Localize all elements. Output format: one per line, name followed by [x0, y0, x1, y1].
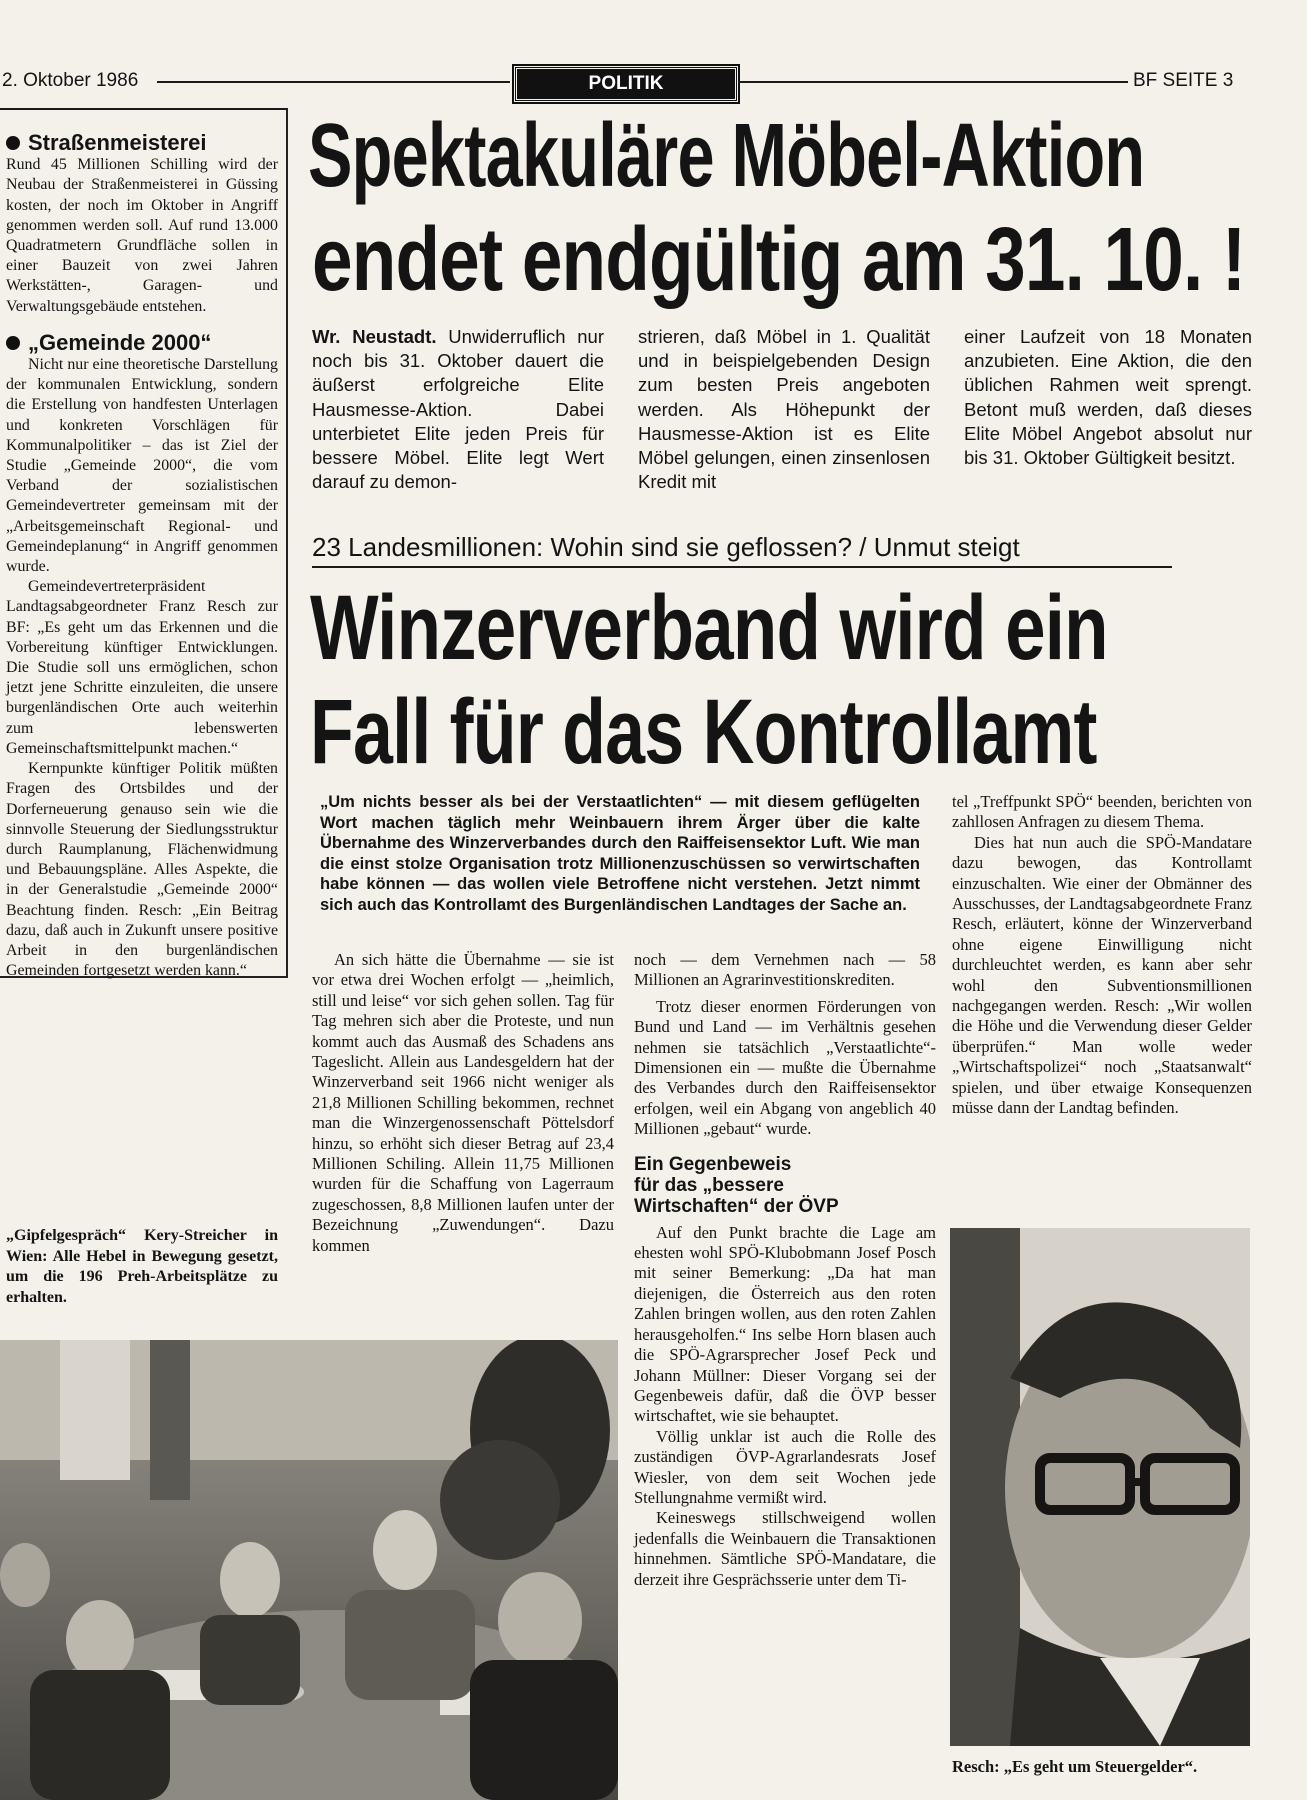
article-headline-line1: Winzerverband wird ein [310, 577, 1108, 679]
ad-text: einer Laufzeit von 18 Monaten anzubieten. Eine Aktion, die den üblichen Rahmen weit sprengt. Betont muß werden, daß dieses Elite Möbel Angebot absolut nur bis 31. Oktober Gültigkeit besitzt. [964, 326, 1252, 469]
meeting-photo [0, 1340, 618, 1800]
ad-column-3 [964, 325, 1252, 470]
portrait-photo-graphic [950, 1228, 1250, 1746]
article-subhead: Ein Gegenbeweis für das „bessere Wirtschaften“ der ÖVP [634, 1153, 839, 1217]
sidebar-item-title: „Gemeinde 2000“ [28, 329, 212, 355]
sidebar-item-text: Rund 45 Millionen Schilling wird der Neubau der Straßenmeisterei in Güssing kosten, der noch im Oktober in Angriff genommen werden soll. Auf rund 13.000 Quadratmetern Grundfläche sollen in einer Bauzeit von zwei Jahren Werkstätten-, Garagen- und Verwaltungsgebäude entstehen. [6, 156, 278, 315]
article-paragraph: An sich hätte die Übernahme — sie ist vor etwa drei Wochen erfolgt — „heimlich, still und leise“ vor sich gehen sollen. Tag für Tag mehren sich aber die Proteste, und nun kommt auch das Ausmaß des Schadens ans Tageslicht. Allein aus Landesgeldern hat der Winzerverband seit 1966 nicht weniger als 21,8 Millionen Schilling bekommen, rechnet man die Winzergenossenschaft Pöttelsdorf hinzu, so erhöht sich dieser Betrag auf 23,4 Millionen Schiling. Allein 11,75 Millionen wurden für die Schaffung von Lagerraum zugeschossen, 8,8 Millionen laufen unter der Bezeichnung „Zuwendungen“. Dazu kommen [312, 950, 614, 1255]
article-lead: „Um nichts besser als bei der Verstaatlichten“ — mit diesem geflügelten Wort machen täglich mehr Weinbauern ihrem Ärger über die kalte Übernahme des Winzerverbandes durch den Raiffeisensektor Luft. Wie man die einst stolze Organisation trotz Millionenzuschüssen so verwirtschaften habe können — das wollen viele Betroffene nicht verstehen. Jetzt nimmt sich auch das Kontrollamt des Burgenländischen Landtages der Sache an. [320, 793, 920, 914]
kicker-underline [312, 566, 1172, 568]
ad-column-2 [638, 325, 930, 494]
article-paragraph: Trotz dieser enormen Förderungen von Bund und Land — im Verhältnis gesehen nehmen sie tatsächlich „Verstaatlichte“-Dimensionen ein — mußte die Übernahme des Verbandes durch den Raiffeisensektor erfolgen, weil ein Abgang von angeblich 40 Millionen „gebaut“ wurde. [634, 996, 936, 1139]
sidebar-item-strassenmeisterei [6, 130, 278, 155]
ad-dateline: Wr. Neustadt. [312, 326, 437, 347]
ad-headline-line2: endet endgültig am 31. 10. ! [312, 210, 1246, 310]
issue-date: 2. Oktober 1986 [2, 70, 139, 91]
meeting-photo-graphic [0, 1340, 618, 1800]
sidebar-item-gemeinde-2000 [6, 329, 278, 355]
article-paragraph: Keineswegs stillschweigend wollen jedenfalls die Weinbauern die Transaktionen hinnehmen. Sämtliche SPÖ-Mandatare, die derzeit ihre Gesprächsserie unter dem Ti- [634, 1508, 936, 1589]
article-paragraph: tel „Treffpunkt SPÖ“ beenden, berichten von zahllosen Anfragen zu diesem Thema. [952, 792, 1252, 832]
article-column-2 [634, 950, 936, 1590]
portrait-caption: Resch: „Es geht um Steuergelder“. [952, 1757, 1198, 1776]
section-label: POLITIK [514, 66, 738, 102]
article-paragraph: Auf den Punkt brachte die Lage am ehesten wohl SPÖ-Klubobmann Josef Posch mit seiner Bemerkung: „Da hat man diejenigen, die Österreich aus den roten Zahlen bringen wollen, aus den roten Zahlen herausgeholfen.“ Ins selbe Horn blasen auch die SPÖ-Agrarsprecher Josef Peck und Johann Müllner: Dieser Vorgang sei der Gegenbeweis dafür, daß die ÖVP besser wirtschaftet, wie sie behauptet. [634, 1222, 936, 1426]
sidebar-item-text: Kernpunkte künftiger Politik müßten Fragen des Ortsbildes und der Dorferneuerung genauso sein wie die sinnvolle Steuerung der Siedlungsstruktur durch Raumplanung, Flächenwidmung und Bebauungspläne. Alles Aspekte, die in der Generalstudie „Gemeinde 2000“ Beachtung finden. Resch: „Ein Beitrag dazu, daß auch in Zukunft unsere positive Arbeit in den burgenländischen Gemeinden fortgesetzt werden kann.“ [6, 760, 278, 980]
portrait-photo [950, 1228, 1250, 1746]
article-headline-line2: Fall für das Kontrollamt [310, 681, 1097, 783]
sidebar-item-title: Straßenmeisterei [28, 130, 207, 155]
article-paragraph: Völlig unklar ist auch die Rolle des zuständigen ÖVP-Agrarlandesrats Josef Wiesler, von dem seit Wochen jede Stellungnahme vermißt wird. [634, 1426, 936, 1507]
bullet-icon [6, 136, 20, 150]
meeting-caption: „Gipfelgespräch“ Kery-Streicher in Wien: Alle Hebel in Bewegung gesetzt, um die 196 Preh-Arbeitsplätze zu erhalten. [6, 1227, 278, 1306]
article-column-1 [312, 950, 614, 1256]
sidebar-top-rule [0, 108, 286, 110]
sidebar-item-text: Gemeindevertreterpräsident Landtagsabgeordneter Franz Resch zur BF: „Es geht um das Erkennen und die Vorbereitung künftiger Entwicklungen. Die Studie soll uns ermöglichen, schon jetzt jene Schritte einzuleiten, die unsere burgenländischen Orte auch weiterhin zum lebenswerten Gemeinschaftsmittelpunkt machen.“ [6, 578, 278, 757]
ad-headline-line1: Spektakuläre Möbel-Aktion [308, 106, 1145, 206]
header-rule-left [157, 81, 510, 83]
sidebar-content [6, 130, 278, 981]
header-rule-right [738, 81, 1128, 83]
bullet-icon [6, 336, 20, 350]
ad-text: strieren, daß Möbel in 1. Qualität und in beispielgebenden Design zum besten Preis angeboten werden. Als Höhepunkt der Hausmesse-Aktion ist es Elite Möbel gelungen, einen zinsenlosen Kredit mit [638, 326, 930, 493]
article-kicker: 23 Landesmillionen: Wohin sind sie geflossen? / Unmut steigt [312, 532, 1020, 562]
page-number: BF SEITE 3 [1133, 70, 1234, 91]
ad-column-1 [312, 325, 604, 494]
sidebar-item-text: Nicht nur eine theoretische Darstellung der kommunalen Entwicklung, sondern die Erstellung von handfesten Unterlagen und konkreten Vorschlägen für Kommunalpolitiker – das ist Ziel der Studie „Gemeinde 2000“, die vom Verband der sozialistischen Gemeindevertreter gemeinsam mit der „Arbeitsgemeinschaft Regional- und Gemeindeplanung“ in Angriff genommen wurde. [6, 356, 278, 576]
article-paragraph: noch — dem Vernehmen nach — 58 Millionen an Agrarinvestitionskrediten. [634, 950, 936, 990]
article-paragraph: Dies hat nun auch die SPÖ-Mandatare dazu bewogen, das Kontrollamt einzuschalten. Wie einer der Obmänner des Ausschusses, der Landtagsabgeordnete Franz Resch, erläutert, könne der Winzerverband ohne eigene Einwilligung nicht durchleuchtet werden, es kann aber sehr wohl den Subventionsmillionen nachgegangen werden. Resch: „Wir wollen die Höhe und die Verwendung dieser Gelder überprüfen.“ Man wolle weder „Wirtschaftspolizei“ noch „Staatsanwalt“ spielen, und über etwaige Konsequenzen müsse dann der Landtag befinden. [952, 832, 1252, 1118]
article-column-3 [952, 792, 1252, 1119]
ad-text: Unwiderruflich nur noch bis 31. Oktober dauert die äußerst erfolgreiche Elite Hausmesse-Aktion. Dabei unterbietet Elite jeden Preis für bessere Möbel. Elite legt Wert darauf zu demon- [312, 326, 605, 493]
